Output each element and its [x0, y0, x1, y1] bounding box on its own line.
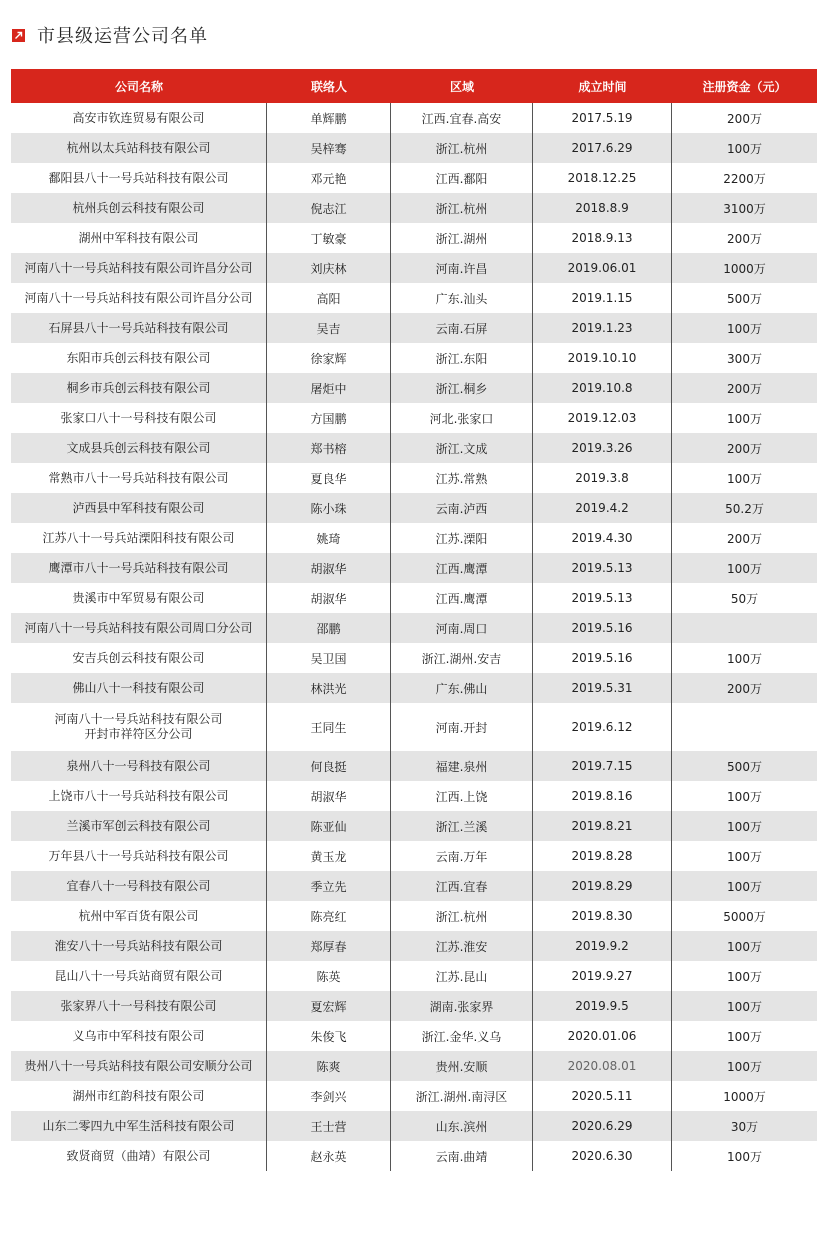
- capital-cell: 2200万: [723, 171, 766, 186]
- founded-cell: 2020.6.30: [533, 1141, 672, 1171]
- capital-cell: 30万: [730, 1119, 759, 1134]
- contact-cell: 朱俊飞: [267, 1021, 391, 1051]
- founded-cell: 2019.8.29: [533, 871, 672, 901]
- contact-cell: 赵永英: [267, 1141, 391, 1171]
- arrow-up-right-icon: [12, 29, 25, 42]
- capital-cell: [672, 703, 817, 751]
- region-cell: 广东.汕头: [391, 283, 533, 313]
- capital-cell: 100万: [727, 969, 762, 984]
- header-region: 区域: [449, 79, 474, 94]
- table-row: [11, 373, 817, 403]
- founded-cell: 2020.01.06: [533, 1021, 672, 1051]
- capital-cell: 100万: [727, 819, 762, 834]
- founded-cell: 2019.8.28: [533, 841, 672, 871]
- contact-cell: 吴卫国: [267, 643, 391, 673]
- table-row: [11, 841, 817, 871]
- region-cell: 江西.上饶: [391, 781, 533, 811]
- founded-cell: 2018.9.13: [533, 223, 672, 253]
- region-cell: 浙江.东阳: [391, 343, 533, 373]
- company-name-cell: 贵溪市中军贸易有限公司: [11, 583, 267, 613]
- capital-cell: 200万: [727, 441, 762, 456]
- company-name-cell: 江苏八十一号兵站溧阳科技有限公司: [11, 523, 267, 553]
- table-row: [11, 781, 817, 811]
- region-cell: 福建.泉州: [391, 751, 533, 781]
- capital-cell: 100万: [727, 321, 762, 336]
- founded-cell: 2019.7.15: [533, 751, 672, 781]
- table-row: [11, 1051, 817, 1081]
- table-row: [11, 643, 817, 673]
- founded-cell: 2019.06.01: [533, 253, 672, 283]
- capital-cell: 100万: [727, 939, 762, 954]
- contact-cell: 林洪光: [267, 673, 391, 703]
- contact-cell: 王同生: [267, 703, 391, 751]
- table-body: [11, 103, 817, 1171]
- contact-cell: 屠炬中: [267, 373, 391, 403]
- table-row: [11, 901, 817, 931]
- company-name-cell: 贵州八十一号兵站科技有限公司安顺分公司: [11, 1051, 267, 1081]
- founded-cell: 2019.9.5: [533, 991, 672, 1021]
- founded-cell: 2019.9.2: [533, 931, 672, 961]
- company-name-cell: 佛山八十一科技有限公司: [11, 673, 267, 703]
- contact-cell: 方国鹏: [267, 403, 391, 433]
- region-cell: 湖南.张家界: [391, 991, 533, 1021]
- founded-cell: 2019.8.16: [533, 781, 672, 811]
- table-row: [11, 403, 817, 433]
- region-cell: 贵州.安顺: [391, 1051, 533, 1081]
- region-cell: 江西.鄱阳: [391, 163, 533, 193]
- company-name-cell: 东阳市兵创云科技有限公司: [11, 343, 267, 373]
- founded-cell: 2017.5.19: [533, 103, 672, 133]
- region-cell: 浙江.湖州: [391, 223, 533, 253]
- region-cell: 江西.鹰潭: [391, 583, 533, 613]
- region-cell: 浙江.杭州: [391, 193, 533, 223]
- region-cell: 浙江.文成: [391, 433, 533, 463]
- capital-cell: 300万: [727, 351, 762, 366]
- capital-cell: [672, 613, 817, 643]
- company-name-cell: 石屏县八十一号兵站科技有限公司: [11, 313, 267, 343]
- company-name-cell: 文成县兵创云科技有限公司: [11, 433, 267, 463]
- founded-cell: 2019.12.03: [533, 403, 672, 433]
- contact-cell: 胡淑华: [267, 583, 391, 613]
- table-row: [11, 493, 817, 523]
- capital-cell: 1000万: [723, 1089, 766, 1104]
- table-row: [11, 1081, 817, 1111]
- company-name-cell: 杭州以太兵站科技有限公司: [11, 133, 267, 163]
- capital-cell: 200万: [727, 531, 762, 546]
- capital-cell: 100万: [727, 561, 762, 576]
- region-cell: 云南.泸西: [391, 493, 533, 523]
- contact-cell: 何良挺: [267, 751, 391, 781]
- contact-cell: 陈小珠: [267, 493, 391, 523]
- capital-cell: 100万: [727, 999, 762, 1014]
- contact-cell: 高阳: [267, 283, 391, 313]
- region-cell: 云南.石屏: [391, 313, 533, 343]
- table-row: [11, 523, 817, 553]
- company-name-cell: 高安市钦连贸易有限公司: [11, 103, 267, 133]
- contact-cell: 丁敏豪: [267, 223, 391, 253]
- company-name-cell: 杭州兵创云科技有限公司: [11, 193, 267, 223]
- capital-cell: 200万: [727, 681, 762, 696]
- company-name-cell: 上饶市八十一号兵站科技有限公司: [11, 781, 267, 811]
- table-row: [11, 1021, 817, 1051]
- page-title: 市县级运营公司名单: [37, 26, 208, 47]
- header-contact: 联络人: [310, 79, 347, 94]
- capital-cell: 500万: [727, 759, 762, 774]
- table-row: [11, 283, 817, 313]
- capital-cell: 100万: [727, 411, 762, 426]
- contact-cell: 吴吉: [267, 313, 391, 343]
- founded-cell: 2019.4.30: [533, 523, 672, 553]
- company-name-cell: 安吉兵创云科技有限公司: [11, 643, 267, 673]
- company-name-cell: 万年县八十一号兵站科技有限公司: [11, 841, 267, 871]
- founded-cell: 2019.8.21: [533, 811, 672, 841]
- region-cell: 江苏.常熟: [391, 463, 533, 493]
- contact-cell: 王士营: [267, 1111, 391, 1141]
- founded-cell: 2019.5.16: [533, 643, 672, 673]
- contact-cell: 李剑兴: [267, 1081, 391, 1111]
- table-row: [11, 961, 817, 991]
- table-row: [11, 133, 817, 163]
- region-cell: 云南.万年: [391, 841, 533, 871]
- company-name-cell: 致贤商贸（曲靖）有限公司: [11, 1141, 267, 1171]
- table-row: [11, 193, 817, 223]
- table-row: [11, 991, 817, 1021]
- table-row: [11, 343, 817, 373]
- table-row: [11, 871, 817, 901]
- region-cell: 江西.宜春.高安: [391, 103, 533, 133]
- contact-cell: 邓元艳: [267, 163, 391, 193]
- region-cell: 广东.佛山: [391, 673, 533, 703]
- capital-cell: 3100万: [723, 201, 766, 216]
- region-cell: 浙江.杭州: [391, 901, 533, 931]
- table-row: [11, 811, 817, 841]
- company-name-cell: 鹰潭市八十一号兵站科技有限公司: [11, 553, 267, 583]
- contact-cell: 单辉鹏: [267, 103, 391, 133]
- company-name-cell: 湖州市红韵科技有限公司: [11, 1081, 267, 1111]
- capital-cell: 100万: [727, 1149, 762, 1164]
- founded-cell: 2019.6.12: [533, 703, 672, 751]
- capital-cell: 500万: [727, 291, 762, 306]
- company-name-cell: 常熟市八十一号兵站科技有限公司: [11, 463, 267, 493]
- company-name-cell: 宜春八十一号科技有限公司: [11, 871, 267, 901]
- contact-cell: 郑书榕: [267, 433, 391, 463]
- header-founded: 成立时间: [578, 79, 627, 94]
- contact-cell: 胡淑华: [267, 781, 391, 811]
- table-row: [11, 1141, 817, 1171]
- table-header: [11, 69, 817, 103]
- region-cell: 江西.宜春: [391, 871, 533, 901]
- table-row: [11, 433, 817, 463]
- table-row: [11, 1111, 817, 1141]
- region-cell: 江苏.昆山: [391, 961, 533, 991]
- contact-cell: 郑厚春: [267, 931, 391, 961]
- table-row: [11, 163, 817, 193]
- contact-cell: 夏宏辉: [267, 991, 391, 1021]
- contact-cell: 徐家辉: [267, 343, 391, 373]
- contact-cell: 刘庆林: [267, 253, 391, 283]
- founded-cell: 2019.10.8: [533, 373, 672, 403]
- company-name-cell: 山东二零四九中军生活科技有限公司: [11, 1111, 267, 1141]
- capital-cell: 200万: [727, 231, 762, 246]
- founded-cell: 2019.5.31: [533, 673, 672, 703]
- contact-cell: 陈亚仙: [267, 811, 391, 841]
- region-cell: 河南.周口: [391, 613, 533, 643]
- region-cell: 江西.鹰潭: [391, 553, 533, 583]
- capital-cell: 100万: [727, 849, 762, 864]
- region-cell: 河南.开封: [391, 703, 533, 751]
- region-cell: 山东.滨州: [391, 1111, 533, 1141]
- region-cell: 浙江.金华.义乌: [391, 1021, 533, 1051]
- table-row: [11, 751, 817, 781]
- region-cell: 江苏.淮安: [391, 931, 533, 961]
- contact-cell: 陈英: [267, 961, 391, 991]
- founded-cell: 2019.1.15: [533, 283, 672, 313]
- capital-cell: 100万: [727, 879, 762, 894]
- contact-cell: 姚琦: [267, 523, 391, 553]
- founded-cell: 2019.5.13: [533, 553, 672, 583]
- founded-cell: 2020.08.01: [533, 1051, 672, 1081]
- table-row: [11, 583, 817, 613]
- capital-cell: 200万: [727, 381, 762, 396]
- table-row: [11, 613, 817, 643]
- capital-cell: 5000万: [723, 909, 766, 924]
- founded-cell: 2020.5.11: [533, 1081, 672, 1111]
- header-company-name: 公司名称: [114, 79, 163, 94]
- contact-cell: 吴梓骞: [267, 133, 391, 163]
- founded-cell: 2019.3.26: [533, 433, 672, 463]
- company-name-cell: 泸西县中军科技有限公司: [11, 493, 267, 523]
- capital-cell: 100万: [727, 651, 762, 666]
- table-row: [11, 103, 817, 133]
- table-row: [11, 463, 817, 493]
- company-name-cell: 张家口八十一号科技有限公司: [11, 403, 267, 433]
- company-name-cell: 鄱阳县八十一号兵站科技有限公司: [11, 163, 267, 193]
- founded-cell: 2018.8.9: [533, 193, 672, 223]
- founded-cell: 2018.12.25: [533, 163, 672, 193]
- page-header: [12, 22, 208, 48]
- company-name-cell: 兰溪市军创云科技有限公司: [11, 811, 267, 841]
- region-cell: 浙江.湖州.南浔区: [391, 1081, 533, 1111]
- founded-cell: 2019.1.23: [533, 313, 672, 343]
- table-row: [11, 223, 817, 253]
- company-name-cell: 泉州八十一号科技有限公司: [11, 751, 267, 781]
- capital-cell: 50万: [730, 591, 759, 606]
- contact-cell: 陈爽: [267, 1051, 391, 1081]
- contact-cell: 陈亮红: [267, 901, 391, 931]
- founded-cell: 2019.5.13: [533, 583, 672, 613]
- capital-cell: 100万: [727, 141, 762, 156]
- region-cell: 云南.曲靖: [391, 1141, 533, 1171]
- founded-cell: 2019.3.8: [533, 463, 672, 493]
- capital-cell: 1000万: [723, 261, 766, 276]
- capital-cell: 200万: [727, 111, 762, 126]
- contact-cell: 邵鹏: [267, 613, 391, 643]
- region-cell: 浙江.兰溪: [391, 811, 533, 841]
- contact-cell: 倪志江: [267, 193, 391, 223]
- table-row: [11, 553, 817, 583]
- capital-cell: 100万: [727, 1029, 762, 1044]
- company-name-cell: 张家界八十一号科技有限公司: [11, 991, 267, 1021]
- capital-cell: 100万: [727, 1059, 762, 1074]
- company-name-cell: 湖州中军科技有限公司: [11, 223, 267, 253]
- founded-cell: 2019.10.10: [533, 343, 672, 373]
- company-name-cell: 义乌市中军科技有限公司: [11, 1021, 267, 1051]
- region-cell: 浙江.杭州: [391, 133, 533, 163]
- contact-cell: 季立先: [267, 871, 391, 901]
- capital-cell: 50.2万: [725, 501, 764, 516]
- region-cell: 浙江.桐乡: [391, 373, 533, 403]
- region-cell: 浙江.湖州.安吉: [391, 643, 533, 673]
- company-name-cell: 河南八十一号兵站科技有限公司许昌分公司: [11, 283, 267, 313]
- founded-cell: 2017.6.29: [533, 133, 672, 163]
- company-name-cell: 昆山八十一号兵站商贸有限公司: [11, 961, 267, 991]
- company-name-cell: 河南八十一号兵站科技有限公司许昌分公司: [11, 253, 267, 283]
- region-cell: 江苏.溧阳: [391, 523, 533, 553]
- company-name-cell: 河南八十一号兵站科技有限公司 开封市祥符区分公司: [11, 703, 267, 751]
- contact-cell: 黄玉龙: [267, 841, 391, 871]
- capital-cell: 100万: [727, 789, 762, 804]
- table-row: [11, 313, 817, 343]
- header-capital: 注册资金（元）: [702, 79, 787, 94]
- contact-cell: 胡淑华: [267, 553, 391, 583]
- founded-cell: 2019.8.30: [533, 901, 672, 931]
- capital-cell: 100万: [727, 471, 762, 486]
- table-row: [11, 253, 817, 283]
- company-table: [11, 69, 817, 1171]
- table-row: [11, 703, 817, 751]
- company-name-cell: 淮安八十一号兵站科技有限公司: [11, 931, 267, 961]
- table-row: [11, 931, 817, 961]
- region-cell: 河北.张家口: [391, 403, 533, 433]
- company-name-cell: 杭州中军百货有限公司: [11, 901, 267, 931]
- founded-cell: 2020.6.29: [533, 1111, 672, 1141]
- founded-cell: 2019.9.27: [533, 961, 672, 991]
- founded-cell: 2019.4.2: [533, 493, 672, 523]
- region-cell: 河南.许昌: [391, 253, 533, 283]
- founded-cell: 2019.5.16: [533, 613, 672, 643]
- contact-cell: 夏良华: [267, 463, 391, 493]
- company-name-cell: 桐乡市兵创云科技有限公司: [11, 373, 267, 403]
- table-row: [11, 673, 817, 703]
- company-name-cell: 河南八十一号兵站科技有限公司周口分公司: [11, 613, 267, 643]
